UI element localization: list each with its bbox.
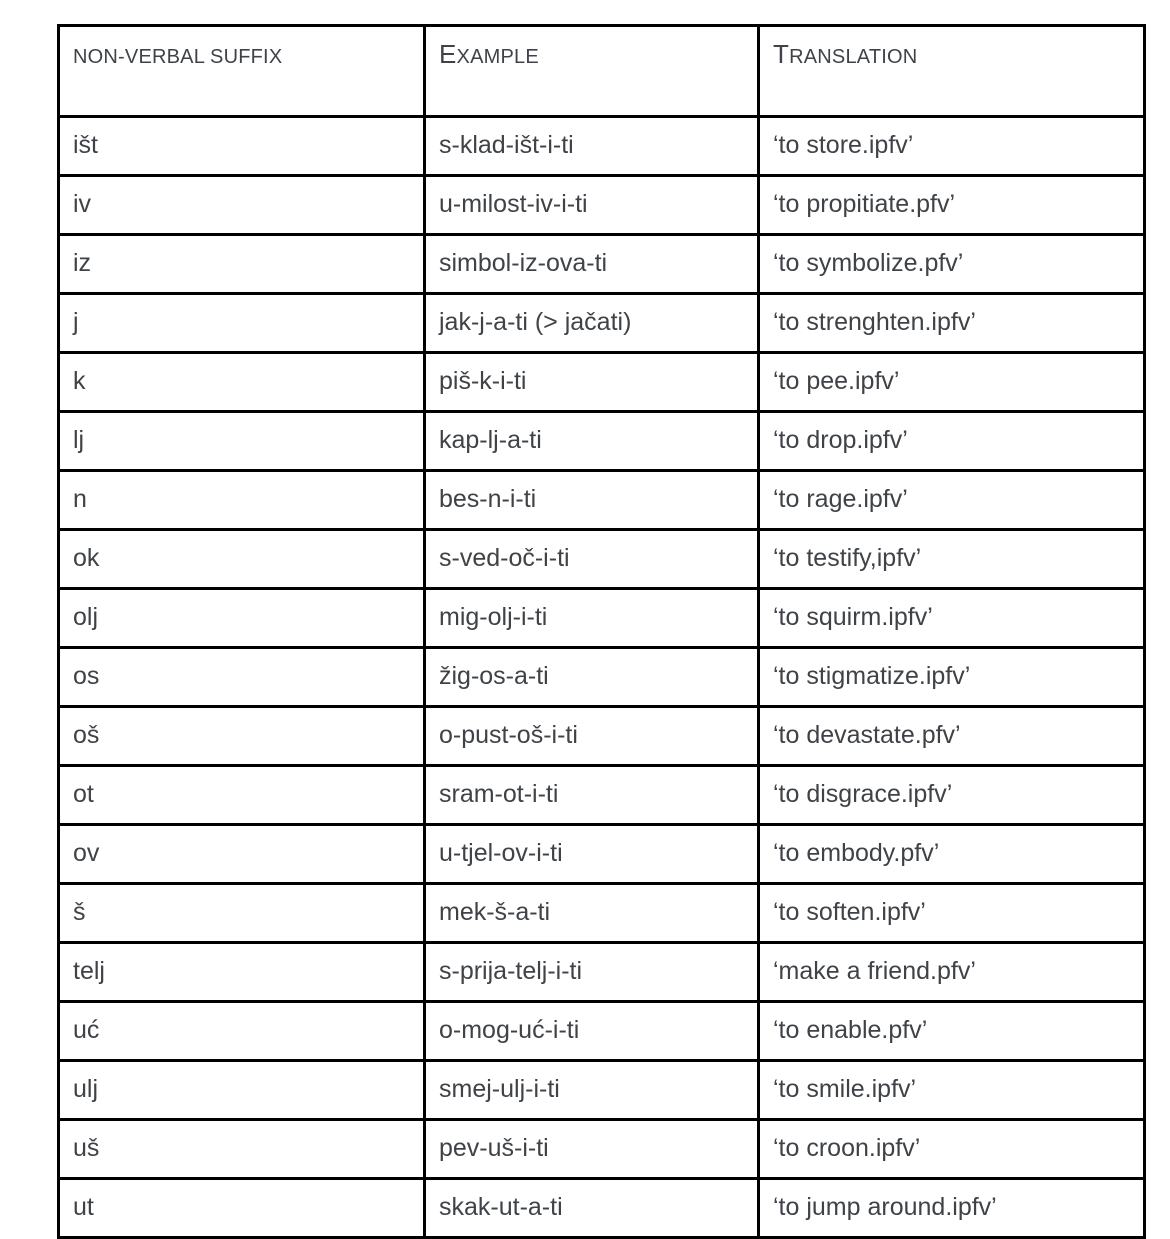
suffix-cell: n xyxy=(59,471,425,530)
translation-cell: ‘to smile.ipfv’ xyxy=(759,1061,1145,1120)
suffix-cell: ov xyxy=(59,825,425,884)
table-row xyxy=(59,1002,1145,1061)
translation-cell: ‘to symbolize.pfv’ xyxy=(759,235,1145,294)
non-verbal-suffix-table xyxy=(57,24,1146,1239)
column-header-suffix-label: NON-VERBAL SUFFIX xyxy=(73,46,283,68)
example-cell: s-prija-telj-i-ti xyxy=(425,943,759,1002)
table-row xyxy=(59,884,1145,943)
translation-cell: ‘to rage.ipfv’ xyxy=(759,471,1145,530)
table-row xyxy=(59,648,1145,707)
table-row xyxy=(59,235,1145,294)
example-cell: žig-os-a-ti xyxy=(425,648,759,707)
column-header-example-label: XAMPLE xyxy=(456,46,539,68)
translation-cell: ‘make a friend.pfv’ xyxy=(759,943,1145,1002)
suffix-cell: uš xyxy=(59,1120,425,1179)
table-row xyxy=(59,589,1145,648)
suffix-cell: j xyxy=(59,294,425,353)
translation-cell: ‘to stigmatize.ipfv’ xyxy=(759,648,1145,707)
table-row xyxy=(59,1179,1145,1238)
example-cell: skak-ut-a-ti xyxy=(425,1179,759,1238)
table-row xyxy=(59,1061,1145,1120)
translation-cell: ‘to propitiate.pfv’ xyxy=(759,176,1145,235)
column-header-translation-label: RANSLATION xyxy=(789,46,918,68)
suffix-cell: ok xyxy=(59,530,425,589)
table-row xyxy=(59,117,1145,176)
example-cell: piš-k-i-ti xyxy=(425,353,759,412)
table-row xyxy=(59,471,1145,530)
column-header-example xyxy=(425,26,759,117)
translation-cell: ‘to enable.pfv’ xyxy=(759,1002,1145,1061)
translation-cell: ‘to devastate.pfv’ xyxy=(759,707,1145,766)
suffix-table-container xyxy=(57,24,1146,1239)
table-row xyxy=(59,766,1145,825)
translation-cell: ‘to jump around.ipfv’ xyxy=(759,1179,1145,1238)
table-row xyxy=(59,530,1145,589)
suffix-cell: ot xyxy=(59,766,425,825)
example-cell: o-mog-uć-i-ti xyxy=(425,1002,759,1061)
suffix-cell: iz xyxy=(59,235,425,294)
translation-cell: ‘to drop.ipfv’ xyxy=(759,412,1145,471)
example-cell: s-klad-išt-i-ti xyxy=(425,117,759,176)
example-cell: smej-ulj-i-ti xyxy=(425,1061,759,1120)
suffix-cell: telj xyxy=(59,943,425,1002)
example-cell: o-pust-oš-i-ti xyxy=(425,707,759,766)
suffix-cell: k xyxy=(59,353,425,412)
suffix-cell: lj xyxy=(59,412,425,471)
translation-cell: ‘to embody.pfv’ xyxy=(759,825,1145,884)
table-row xyxy=(59,707,1145,766)
column-header-translation-lead: T xyxy=(773,39,790,69)
translation-cell: ‘to disgrace.ipfv’ xyxy=(759,766,1145,825)
translation-cell: ‘to croon.ipfv’ xyxy=(759,1120,1145,1179)
suffix-cell: oš xyxy=(59,707,425,766)
suffix-cell: olj xyxy=(59,589,425,648)
column-header-translation xyxy=(759,26,1145,117)
example-cell: u-milost-iv-i-ti xyxy=(425,176,759,235)
example-cell: jak-j-a-ti (> jačati) xyxy=(425,294,759,353)
translation-cell: ‘to pee.ipfv’ xyxy=(759,353,1145,412)
table-row xyxy=(59,943,1145,1002)
suffix-cell: iv xyxy=(59,176,425,235)
suffix-cell: išt xyxy=(59,117,425,176)
column-header-suffix xyxy=(59,26,425,117)
translation-cell: ‘to squirm.ipfv’ xyxy=(759,589,1145,648)
example-cell: simbol-iz-ova-ti xyxy=(425,235,759,294)
table-row xyxy=(59,825,1145,884)
example-cell: bes-n-i-ti xyxy=(425,471,759,530)
example-cell: u-tjel-ov-i-ti xyxy=(425,825,759,884)
table-row xyxy=(59,176,1145,235)
table-row xyxy=(59,294,1145,353)
suffix-cell: š xyxy=(59,884,425,943)
example-cell: kap-lj-a-ti xyxy=(425,412,759,471)
suffix-cell: uć xyxy=(59,1002,425,1061)
table-row xyxy=(59,353,1145,412)
table-row xyxy=(59,412,1145,471)
table-row xyxy=(59,1120,1145,1179)
translation-cell: ‘to store.ipfv’ xyxy=(759,117,1145,176)
header-row xyxy=(59,26,1145,117)
translation-cell: ‘to testify,ipfv’ xyxy=(759,530,1145,589)
suffix-cell: os xyxy=(59,648,425,707)
column-header-example-lead: E xyxy=(439,39,457,69)
example-cell: mig-olj-i-ti xyxy=(425,589,759,648)
suffix-cell: ulj xyxy=(59,1061,425,1120)
example-cell: mek-š-a-ti xyxy=(425,884,759,943)
translation-cell: ‘to strenghten.ipfv’ xyxy=(759,294,1145,353)
example-cell: pev-uš-i-ti xyxy=(425,1120,759,1179)
translation-cell: ‘to soften.ipfv’ xyxy=(759,884,1145,943)
suffix-cell: ut xyxy=(59,1179,425,1238)
example-cell: sram-ot-i-ti xyxy=(425,766,759,825)
example-cell: s-ved-oč-i-ti xyxy=(425,530,759,589)
